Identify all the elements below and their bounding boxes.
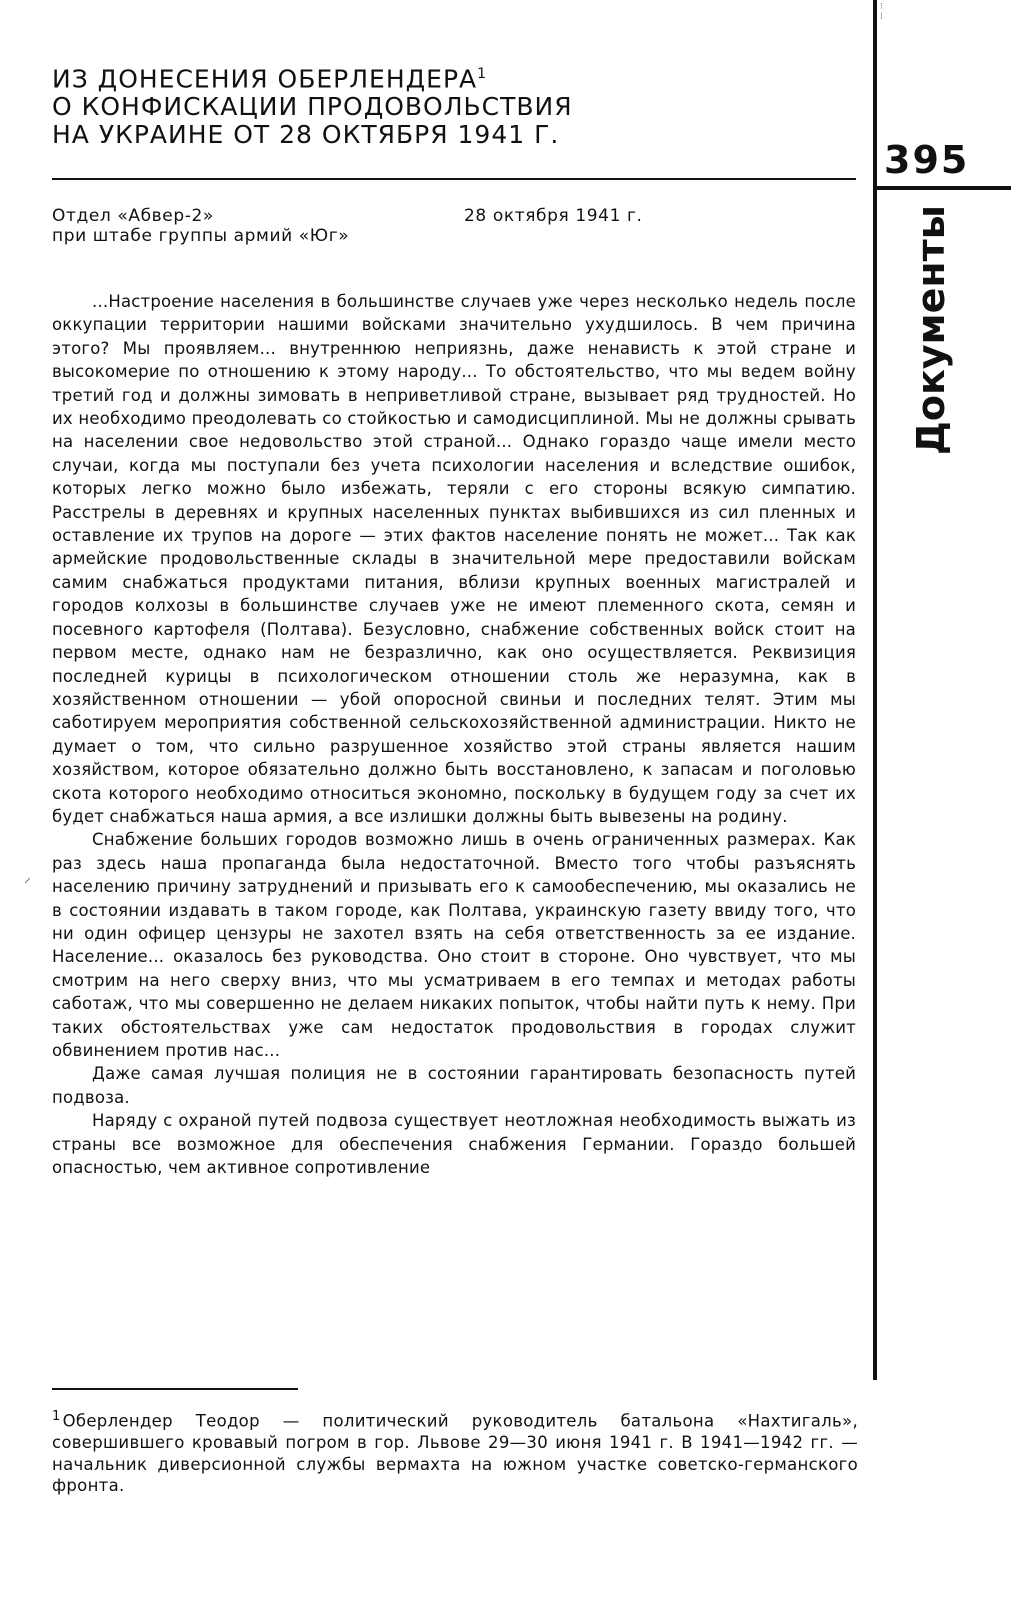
scan-edge-mark: ⁝ ⁞	[880, 2, 883, 22]
date-text: 28 октября 1941 г.	[464, 206, 643, 226]
sender-line-1: Отдел «Абвер-2»	[52, 206, 214, 226]
page-number-rule	[877, 186, 1011, 190]
page-number: 395	[884, 138, 970, 182]
sender-line-2: при штабе группы армий «Юг»	[52, 226, 350, 246]
footnote-text: Оберлендер Теодор — политический руководитель батальона «Нахтигаль», совершившего кровавый погром в гор. Львове 29—30 июня 1941 г. В 1941—1942 гг. — начальник диверсионной службы вермахта на южном участке советско-германского фронта.	[52, 1411, 858, 1495]
title-line-2: О КОНФИСКАЦИИ ПРОДОВОЛЬСТВИЯ	[52, 92, 573, 122]
document-title	[52, 60, 812, 149]
footnote-marker: 1	[52, 1409, 61, 1424]
footnote	[52, 1406, 858, 1497]
paragraph-2: Снабжение больших городов возможно лишь в очень ограниченных размерах. Как раз здесь наша пропаганда была недостаточной. Вместо того чтобы разъяснять населению причину затруднений и призывать его к самообеспечению, мы оказались не в состоянии издавать в таком городе, как Полтава, украинскую газету ввиду того, что ни один офицер цензуры не захотел взять на себя ответственность за ее издание. Население... оказалось без руководства. Оно стоит в стороне. Оно чувствует, что мы смотрим на него сверху вниз, что мы усматриваем в его темпах и методах работы саботаж, что мы совершенно не делаем никаких попыток, чтобы найти путь к нему. При таких обстоятельствах уже сам недостаток продовольствия в городах служит обвинением против нас...	[52, 830, 856, 1060]
title-divider	[52, 178, 856, 180]
paragraph-1: ...Настроение населения в большинстве случаев уже через несколько недель после оккупации территории нашими войсками значительно ухудшилось. В чем причина этого? Мы проявляем... внутреннюю неприязнь, даже ненависть к этой стране и высокомерие по отношению к этому народу... То обстоятельство, что мы ведем войну третий год и должны зимовать в неприветливой стране, вызывает ряд трудностей. Но их необходимо преодолевать со стойкостью и самодисциплиной. Мы не должны срывать на населении свое недовольство этой страной... Однако гораздо чаще имели место случаи, когда мы поступали без учета психологии населения и вследствие ошибок, которых легко можно было избежать, теряли с его стороны всякую симпатию. Расстрелы в деревнях и крупных населенных пунктах выбившихся из сил пленных и оставление их трупов на дороге — этих фактов население понять не может... Так как армейские продовольственные склады в значительной мере предоставили войскам самим снабжаться продуктами питания, вблизи крупных военных магистралей и городов колхозы в большинстве случаев уже не имеют племенного скота, семян и посевного картофеля (Полтава). Безусловно, снабжение собственных войск стоит на первом месте, однако нам не безразлично, как оно осуществляется. Реквизиция последней курицы в психологическом отношении столь же неразумна, как в хозяйственном отношении — убой опоросной свиньи и последних телят. Этим мы саботируем мероприятия собственной сельскохозяйственной администрации. Никто не думает о том, что сильно разрушенное хозяйство этой страны является нашим хозяйством, которое обязательно должно быть восстановлено, к запасам и поголовью скота которого необходимо относиться экономно, поскольку в будущем году за счет их будет снабжаться наша армия, а все излишки должны быть вывезены на родину.	[52, 292, 856, 826]
paragraph-3: Даже самая лучшая полиция не в состоянии гарантировать безопасность путей подвоза.	[52, 1064, 856, 1107]
margin-pencil-mark: ⸝	[24, 870, 31, 886]
footnote-divider	[52, 1388, 298, 1390]
section-label: Документы	[909, 205, 953, 455]
paragraph-4: Наряду с охраной путей подвоза существует неотложная необходимость выжать из страны все возможное для обеспечения снабжения Германии. Гораздо большей опасностью, чем активное сопротивление	[52, 1111, 856, 1178]
document-body	[52, 290, 856, 1179]
title-line-1: ИЗ ДОНЕСЕНИЯ ОБЕРЛЕНДЕРА$^1$	[52, 64, 488, 94]
title-line-3: НА УКРАИНЕ ОТ 28 ОКТЯБРЯ 1941 Г.	[52, 120, 560, 150]
margin-vertical-rule	[873, 0, 877, 1380]
title-footnote-ref: 1	[477, 66, 488, 82]
section-label-box	[905, 200, 957, 460]
document-date	[464, 206, 764, 226]
sender-block	[52, 206, 432, 246]
